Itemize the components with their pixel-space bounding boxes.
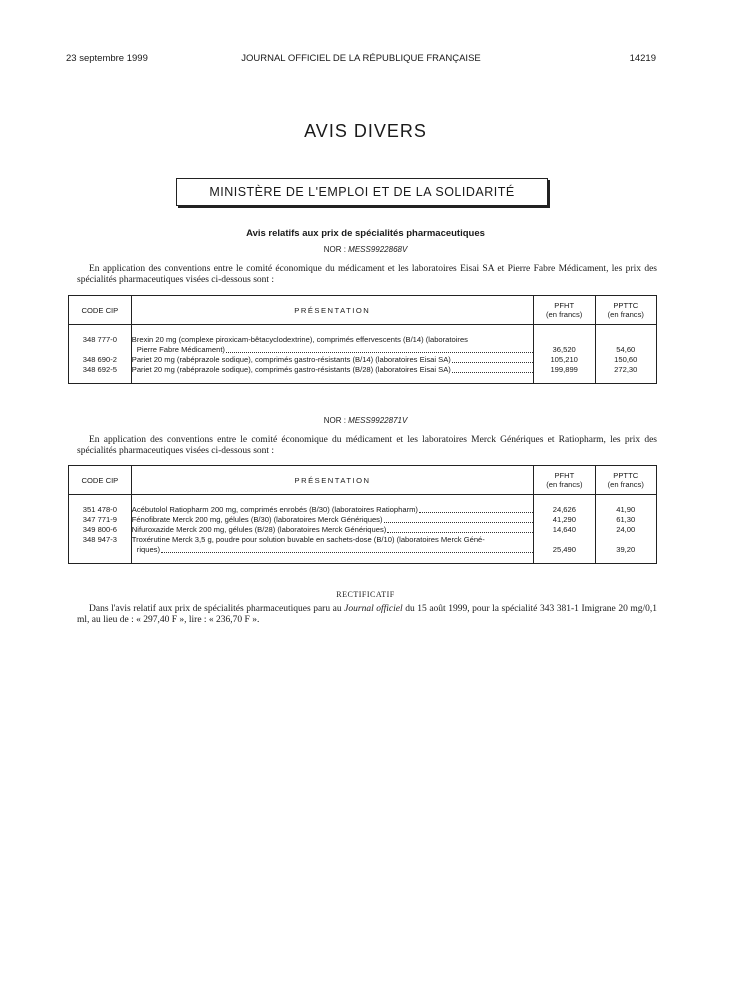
pfht-value: 25,490 [534, 535, 595, 555]
table-row [69, 335, 657, 355]
pttc-value: 24,00 [595, 525, 657, 535]
page-header [66, 53, 656, 67]
cip-code: 348 947-3 [69, 535, 132, 555]
presentation-text: Nifuroxazide Merck 200 mg, gélules (B/28) (laboratoires Merck Génériques) [131, 525, 387, 534]
presentation-text-continued: riques) [136, 545, 161, 554]
pfht-label: PFHT [554, 471, 575, 480]
presentation-text: Acébutolol Ratiopharm 200 mg, comprimés enrobés (B/30) (laboratoires Ratiopharm) [131, 505, 418, 514]
rectificatif-text [77, 604, 657, 626]
column-header-code: CODE CIP [69, 296, 132, 325]
price-table-1 [68, 295, 657, 384]
column-header-pttc [595, 296, 656, 325]
presentation-cell [131, 515, 533, 525]
nor-reference-2 [0, 416, 731, 425]
pfht-value: 36,520 [533, 335, 595, 355]
table-header-row [69, 466, 657, 495]
column-header-presentation: PRÉSENTATION [131, 296, 533, 325]
pttc-unit: (en francs) [607, 310, 644, 319]
pfht-value: 199,899 [533, 365, 595, 375]
pttc-unit: (en francs) [607, 480, 644, 489]
leader-dots [452, 362, 533, 363]
column-header-pttc [595, 466, 657, 495]
pttc-value: 150,60 [595, 355, 656, 365]
notice-1-intro: En application des conventions entre le comité économique du médicament et les laboratoires Eisai SA et Pierre Fabre Médicament, les prix des spécialités pharmaceutiques visées ci-dessous sont : [77, 264, 657, 285]
leader-dots [419, 512, 533, 513]
rectificatif-title: RECTIFICATIF [336, 590, 395, 599]
journal-officiel-ref: Journal officiel [344, 604, 403, 614]
presentation-cell [131, 505, 533, 515]
header-page-number: 14219 [629, 53, 656, 64]
header-journal-title: JOURNAL OFFICIEL DE LA RÉPUBLIQUE FRANÇAISE [241, 53, 481, 64]
pfht-unit: (en francs) [546, 310, 583, 319]
pttc-value: 39,20 [595, 535, 657, 555]
presentation-text: Pariet 20 mg (rabéprazole sodique), comprimés gastro-résistants (B/14) (laboratoires Eisai SA) [131, 355, 451, 364]
presentation-cell [131, 335, 533, 355]
pttc-label: PPTTC [613, 471, 639, 480]
table-row [69, 505, 657, 515]
cip-code: 351 478-0 [69, 505, 132, 515]
pttc-value: 61,30 [595, 515, 657, 525]
presentation-text: Pariet 20 mg (rabéprazole sodique), comprimés gastro-résistants (B/28) (laboratoires Eisai SA) [131, 365, 451, 374]
pfht-value: 14,640 [534, 525, 595, 535]
cip-code: 347 771-9 [69, 515, 132, 525]
price-table-2 [68, 465, 657, 564]
rectificatif-text-end: du 15 août 1999, pour la spécialité 343 381-1 Imigrane 20 mg/0,1 ml, au lieu de : « 297,40 F », lire : « 236,70 F ». [77, 604, 658, 625]
presentation-cell [131, 355, 533, 365]
table-row [69, 535, 657, 555]
section-title: AVIS DIVERS [304, 121, 427, 141]
nor-label: NOR : [323, 416, 346, 425]
nor-label: NOR : [323, 245, 346, 254]
avis-title: Avis relatifs aux prix de spécialités pharmaceutiques [246, 228, 485, 239]
leader-dots [387, 532, 533, 533]
nor-reference-1 [0, 245, 731, 254]
pttc-value: 41,90 [595, 505, 657, 515]
ministry-heading: MINISTÈRE DE L'EMPLOI ET DE LA SOLIDARITÉ [176, 178, 548, 206]
leader-dots [226, 352, 533, 353]
table-row [69, 525, 657, 535]
presentation-text: Fénofibrate Merck 200 mg, gélules (B/30) (laboratoires Merck Génériques) [131, 515, 383, 524]
pttc-value: 272,30 [595, 365, 656, 375]
presentation-cell [131, 535, 533, 555]
pttc-value: 54,60 [595, 335, 656, 355]
pfht-value: 105,210 [533, 355, 595, 365]
nor-code: MESS9922868V [348, 245, 408, 254]
rectificatif-text-start: Dans l'avis relatif aux prix de spécialités pharmaceutiques paru au [89, 604, 342, 614]
column-header-pfht [533, 296, 595, 325]
leader-dots [384, 522, 534, 523]
nor-code: MESS9922871V [348, 416, 408, 425]
column-header-code: CODE CIP [69, 466, 132, 495]
pfht-unit: (en francs) [546, 480, 583, 489]
cip-code: 348 777-0 [69, 335, 132, 355]
pfht-label: PFHT [554, 301, 575, 310]
notice-2-intro: En application des conventions entre le comité économique du médicament et les laboratoires Merck Génériques et Ratiopharm, les prix des spécialités pharmaceutiques visées ci-dessous sont : [77, 435, 657, 456]
presentation-cell [131, 365, 533, 375]
leader-dots [161, 552, 533, 553]
column-header-pfht [534, 466, 595, 495]
pttc-label: PPTTC [613, 301, 639, 310]
pfht-value: 24,626 [534, 505, 595, 515]
presentation-text: Brexin 20 mg (complexe piroxicam-bêtacyclodextrine), comprimés effervescents (B/14) (laboratoires [131, 335, 468, 344]
header-date: 23 septembre 1999 [66, 53, 148, 64]
table-row [69, 355, 657, 365]
cip-code: 349 800-6 [69, 525, 132, 535]
table-row [69, 515, 657, 525]
leader-dots [452, 372, 533, 373]
pfht-value: 41,290 [534, 515, 595, 525]
presentation-text: Troxérutine Merck 3,5 g, poudre pour solution buvable en sachets-dose (B/10) (laboratoires Merck Géné- [131, 535, 485, 544]
column-header-presentation: PRÉSENTATION [131, 466, 533, 495]
cip-code: 348 690-2 [69, 355, 132, 365]
presentation-cell [131, 525, 533, 535]
cip-code: 348 692-5 [69, 365, 132, 375]
table-row [69, 365, 657, 375]
presentation-text-continued: Pierre Fabre Médicament) [136, 345, 225, 354]
table-header-row [69, 296, 657, 325]
